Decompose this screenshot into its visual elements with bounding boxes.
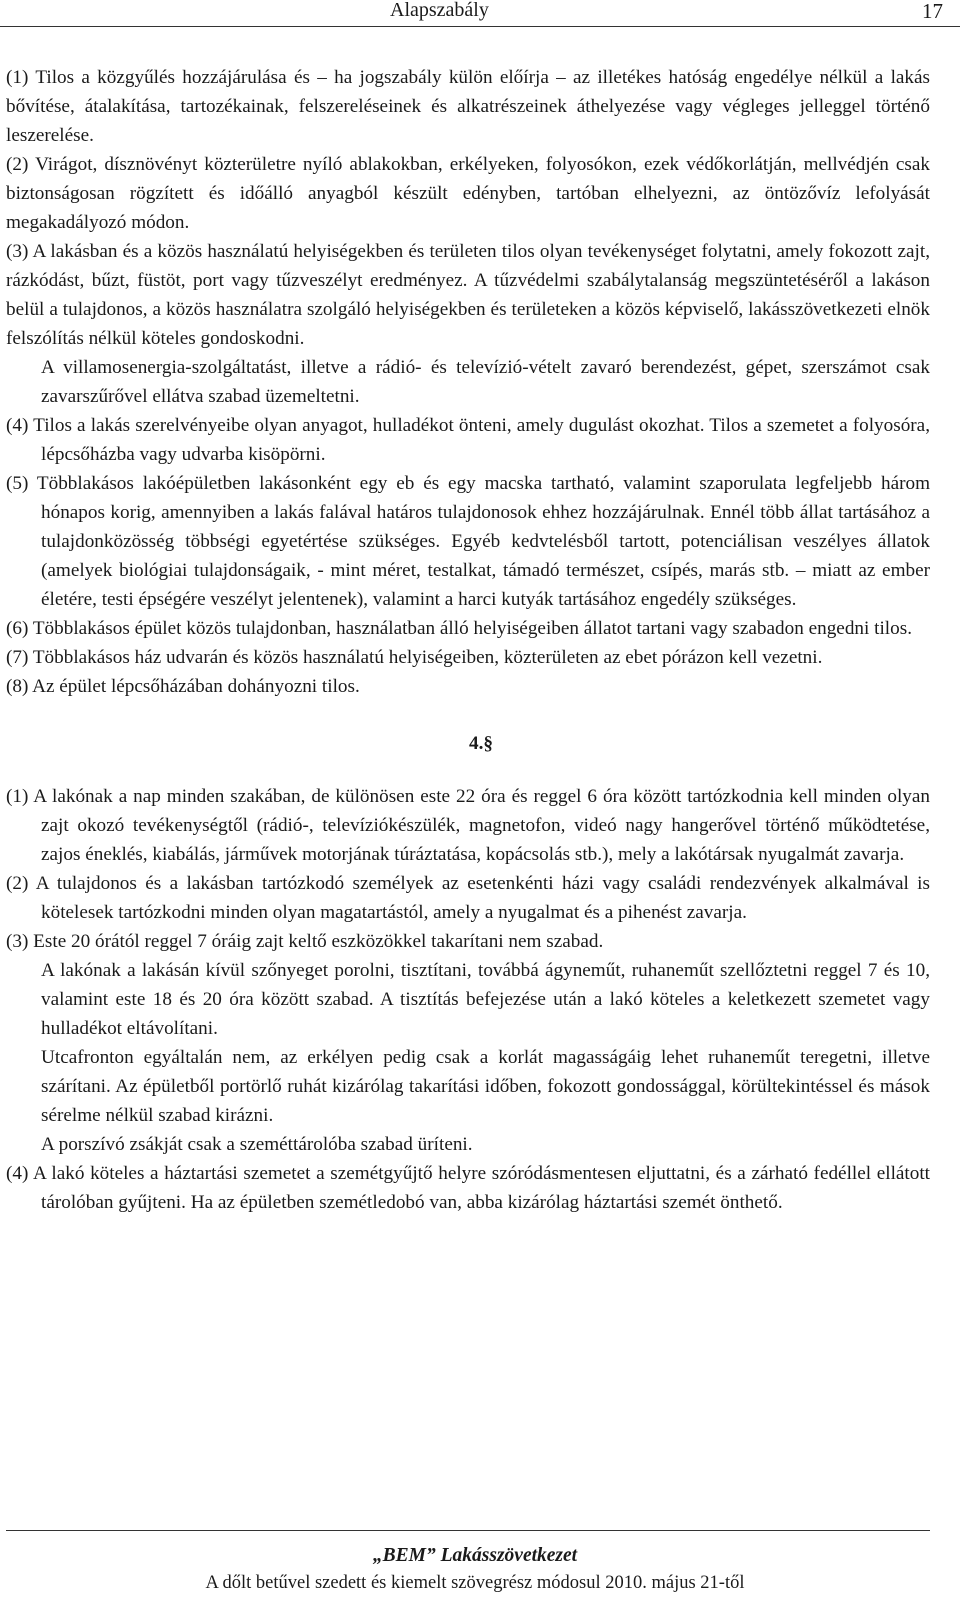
header-divider — [0, 26, 922, 27]
paragraph-3-3-continued: A villamosenergia-szolgáltatást, illetve a rádió- és televízió-vételt zavaró berendezést, gépet, szerszámot csak zavarszűrővel ellátva szabad üzemeltetni. — [41, 357, 930, 407]
footer-divider — [6, 1530, 930, 1531]
paragraph-3-1: (1) Tilos a közgyűlés hozzájárulása és – ha jogszabály külön előírja – az illetékes hatóság engedélye nélkül a lakás bővítése, átalakítása, tartozékainak, felszereléseinek és alkatrészeinek áthelyezése vagy végleges jelleggel történő leszerelése. — [6, 67, 930, 146]
paragraph-3-6: (6) Többlakásos épület közös tulajdonban, használatban álló helyiségeiben állatot tartani vagy szabadon engedni tilos. — [6, 618, 912, 639]
paragraph-4-3-carpets: A lakónak a lakásán kívül szőnyeget porolni, tisztítani, továbbá ágyneműt, ruhaneműt szellőztetni reggel 7 és 10, valamint este 18 és 20 óra között szabad. A tisztítás befejezése után a lakó köteles a keletkezett szemetet vagy hulladékot eltávolítani. — [41, 960, 930, 1039]
paragraph-3-5: (5) Többlakásos lakóépületben lakásonként egy eb és egy macska tartható, valamint szaporulata legfeljebb három hónapos korig, amennyiben a lakás falával határos tulajdonosok ehhez hozzájárulnak. Ennél több állat tartásához a tulajdonközösség többségi egyetértése szükséges. Egyéb kedvtelésből tartott, potenciálisan veszélyes állatok (amelyek biológiai tulajdonságaik, - mint méret, testalkat, támadó természet, csípés, marás stb. – miatt az ember életére, testi épségére veszélyt jelentenek), valamint a harci kutyák tartásához engedély szükséges. — [6, 473, 930, 610]
header-title: Alapszabály — [390, 0, 489, 21]
paragraph-3-8: (8) Az épület lépcsőházában dohányozni tilos. — [6, 676, 360, 697]
paragraph-3-4: (4) Tilos a lakás szerelvényeibe olyan anyagot, hulladékot önteni, amely dugulást okozhat. Tilos a szemetet a folyosóra, lépcsőházba vagy udvarba kisöpörni. — [6, 415, 930, 465]
section-heading-4: 4.§ — [469, 733, 493, 754]
page-number: 17 — [922, 0, 943, 23]
paragraph-4-4: (4) A lakó köteles a háztartási szemetet a szemétgyűjtő helyre szóródásmentesen eljuttatni, és a zárható fedéllel ellátott tárolóban gyűjteni. Ha az épületben szemétledobó van, abba kizárólag háztartási szemét önthető. — [6, 1163, 930, 1213]
paragraph-3-2: (2) Virágot, dísznövényt közterületre nyíló ablakokban, erkélyeken, folyosókon, ezek védőkorlátján, mellvédjén csak biztonságosan rögzített és időálló anyagból készült edényben, tartóban elhelyezni, az öntözővíz lefolyását megakadályozó módon. — [6, 154, 930, 233]
paragraph-4-3-vacuum: A porszívó zsákját csak a szeméttárolóba szabad üríteni. — [41, 1134, 473, 1155]
paragraph-4-1: (1) A lakónak a nap minden szakában, de különösen este 22 óra és reggel 6 óra között tartózkodnia kell minden olyan zajt okozó tevékenységtől (rádió-, televíziókészülék, magnetofon, videó nagy hangerővel történő működtetése, zajos éneklés, kiabálás, járművek motorjának túráztatása, kopácsolás stb.), mely a lakótársak nyugalmát zavarja. — [6, 786, 930, 865]
footer-note: A dőlt betűvel szedett és kiemelt szövegrész módosul 2010. május 21-től — [205, 1573, 745, 1593]
paragraph-3-7: (7) Többlakásos ház udvarán és közös használatú helyiségeiben, közterületen az ebet pórázon kell vezetni. — [6, 647, 823, 668]
document-body — [6, 63, 930, 1217]
page-header — [0, 0, 960, 30]
paragraph-3-3: (3) A lakásban és a közös használatú helyiségekben és területen tilos olyan tevékenységet folytatni, amely fokozott zajt, rázkódást, bűzt, füstöt, port vagy tűzveszélyt eredményez. A tűzvédelmi szabálytalanság megszüntetéséről a lakáson belül a tulajdonos, a közös használatra szolgáló helyiségekben és területeken a közös képviselő, lakásszövetkezeti elnök felszólítás nélkül köteles gondoskodni. — [6, 241, 930, 349]
paragraph-4-3: (3) Este 20 órától reggel 7 óráig zajt keltő eszközökkel takarítani nem szabad. — [6, 931, 604, 952]
paragraph-4-2: (2) A tulajdonos és a lakásban tartózkodó személyek az esetenkénti házi vagy családi rendezvények alkalmával is kötelesek tartózkodni minden olyan magatartástól, amely a nyugalmat és a pihenést zavarja. — [6, 873, 930, 923]
paragraph-4-3-laundry: Utcafronton egyáltalán nem, az erkélyen pedig csak a korlát magasságáig lehet ruhaneműt teregetni, illetve szárítani. Az épületből portörlő ruhát kizárólag takarítási időben, fokozott gondossággal, körültekintéssel és mások sérelme nélkül szabad kirázni. — [41, 1047, 930, 1126]
footer-organization: „BEM” Lakásszövetkezet — [372, 1545, 578, 1566]
header-divider-right — [922, 26, 960, 27]
